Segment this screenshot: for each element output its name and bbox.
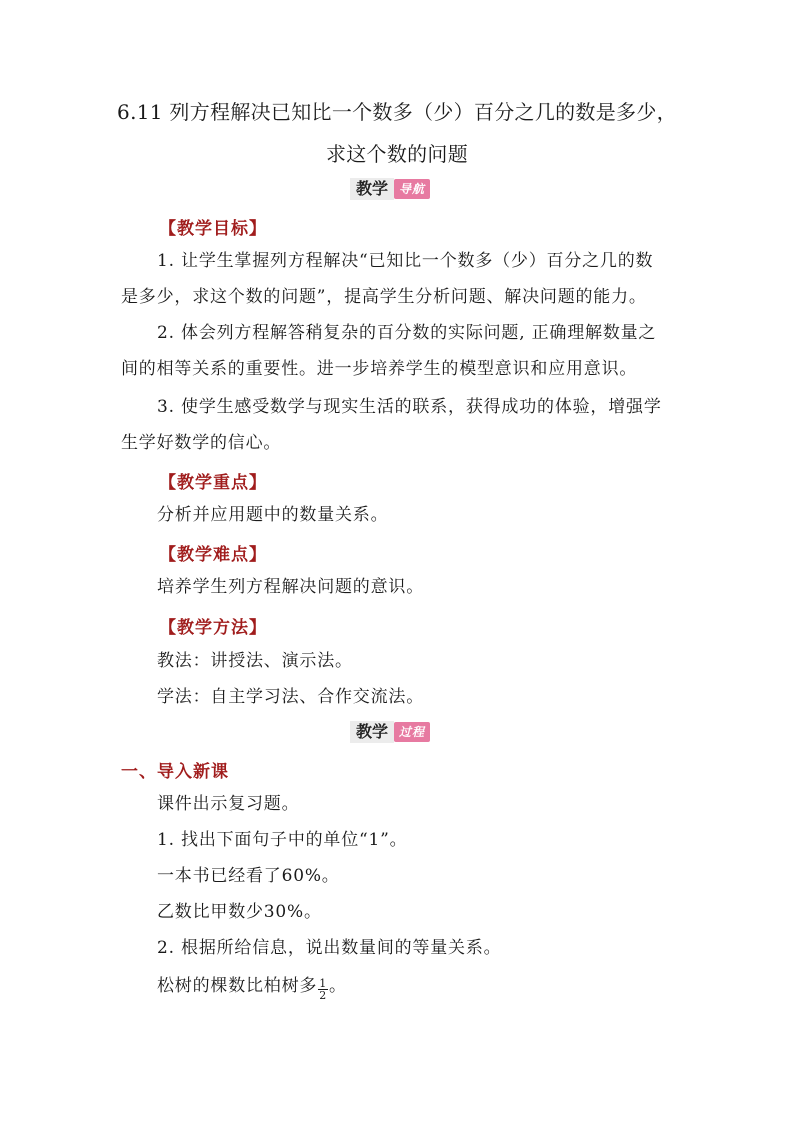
methods-heading: 【教学方法】 — [159, 618, 267, 638]
process-badge-tag: 过程 — [394, 722, 430, 742]
teaching-method: 教法：讲授法、演示法。 — [157, 651, 353, 671]
key-points-text: 分析并应用题中的数量关系。 — [157, 505, 389, 525]
intro-line-1: 课件出示复习题。 — [157, 794, 300, 814]
difficulties-text: 培养学生列方程解决问题的意识。 — [157, 577, 424, 597]
intro-heading: 一、导入新课 — [121, 762, 229, 782]
objective-3-line-1: 3. 使学生感受数学与现实生活的联系，获得成功的体验，增强学 — [157, 397, 662, 417]
guide-badge-word: 教学 — [350, 178, 394, 200]
title-line-2: 求这个数的问题 — [325, 142, 469, 166]
learning-method: 学法：自主学习法、合作交流法。 — [157, 687, 424, 707]
fraction — [318, 978, 328, 1001]
objectives-heading: 【教学目标】 — [159, 219, 267, 239]
title-line-1: 6.11 列方程解决已知比一个数多（少）百分之几的数是多少， — [117, 100, 677, 124]
intro-line-3: 一本书已经看了60%。 — [157, 866, 340, 886]
process-badge — [350, 721, 430, 743]
intro-line-6-prefix: 松树的棵数比柏树多 — [157, 976, 318, 996]
guide-badge-tag: 导航 — [394, 179, 430, 199]
objective-1-line-1: 1. 让学生掌握列方程解决“已知比一个数多（少）百分之几的数 — [157, 251, 654, 271]
intro-line-5: 2. 根据所给信息，说出数量间的等量关系。 — [157, 938, 502, 958]
objective-2-line-1: 2. 体会列方程解答稍复杂的百分数的实际问题, 正确理解数量之 — [157, 323, 657, 343]
intro-line-6-suffix: 。 — [329, 976, 347, 996]
objective-2-line-2: 间的相等关系的重要性。进一步培养学生的模型意识和应用意识。 — [121, 359, 638, 379]
intro-line-2: 1. 找出下面句子中的单位“1”。 — [157, 830, 408, 850]
intro-line-4: 乙数比甲数少30%。 — [157, 902, 322, 922]
key-points-heading: 【教学重点】 — [159, 473, 267, 493]
guide-badge — [350, 178, 430, 200]
difficulties-heading: 【教学难点】 — [159, 545, 267, 565]
fraction-numerator: 1 — [319, 977, 328, 990]
intro-line-6 — [157, 975, 347, 1001]
fraction-denominator: 2 — [319, 989, 328, 1002]
objective-3-line-2: 生学好数学的信心。 — [121, 433, 282, 453]
objective-1-line-2: 是多少，求这个数的问题”，提高学生分析问题、解决问题的能力。 — [121, 287, 647, 307]
process-badge-word: 教学 — [350, 721, 394, 743]
